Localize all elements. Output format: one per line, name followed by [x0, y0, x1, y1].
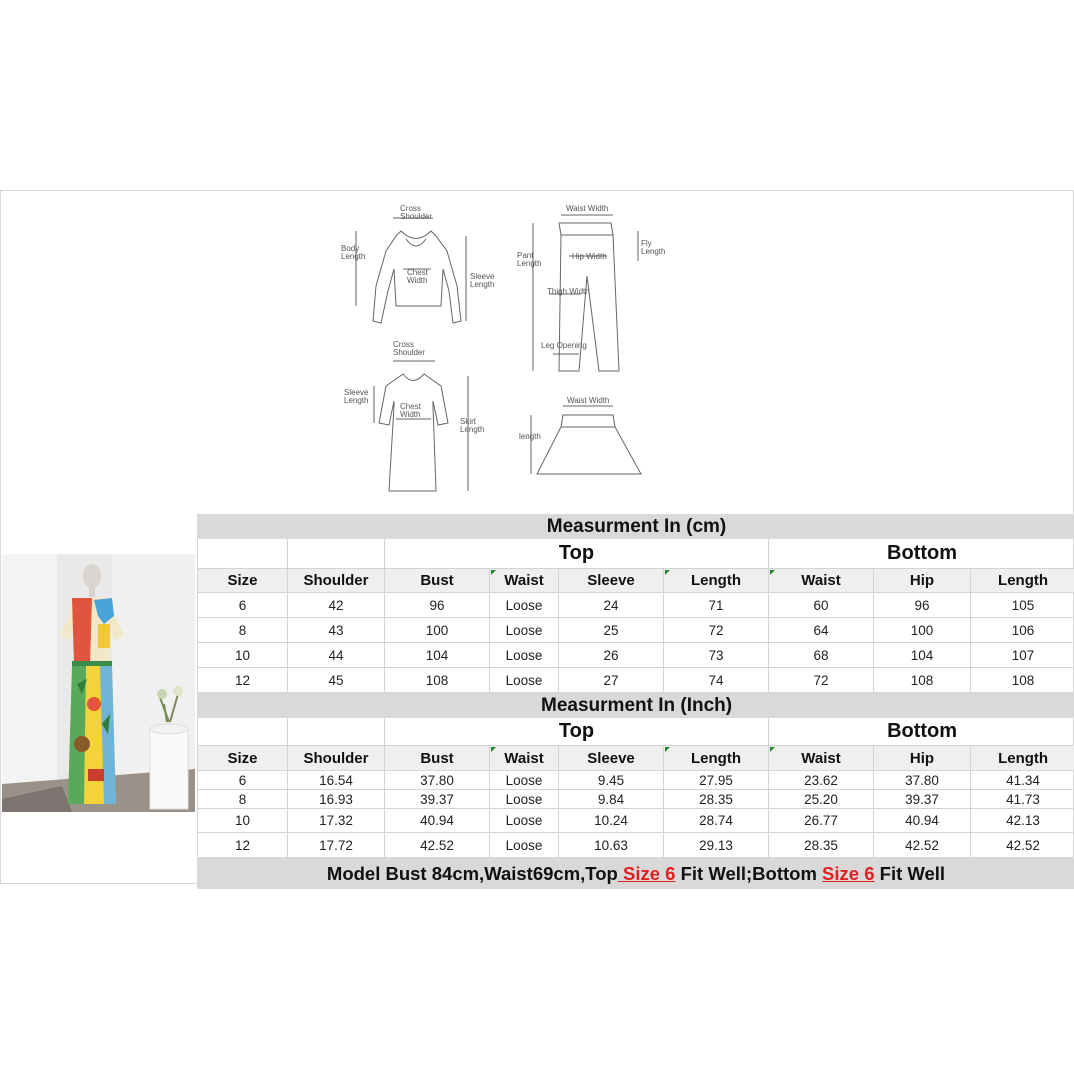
- table-cell: 100: [385, 618, 490, 643]
- inch-header-8: Length: [971, 746, 1074, 771]
- label-cross-shoulder-2b: Shoulder: [393, 348, 426, 357]
- label-pant-length: Pant: [517, 251, 534, 260]
- table-cell: Loose: [490, 593, 559, 618]
- label-length: length: [519, 432, 541, 441]
- inch-header-7: Hip: [874, 746, 971, 771]
- table-cell: 40.94: [385, 809, 490, 833]
- label-sleeve-length-1: Sleeve: [470, 272, 495, 281]
- table-cell: 10.63: [559, 833, 664, 858]
- cm-body: [198, 593, 1074, 693]
- cm-header-0: Size: [198, 569, 288, 593]
- label-skirt-length: Skirt: [460, 417, 476, 426]
- fit-note-part3: Fit Well: [874, 863, 946, 884]
- measurement-diagrams: [1, 191, 1073, 513]
- inch-group-top: Top: [385, 718, 769, 746]
- cm-header-7: Hip: [874, 569, 971, 593]
- garment-sketches: [1, 191, 1073, 513]
- cm-header-row: [198, 569, 1074, 593]
- cm-header-6: Waist: [769, 569, 874, 593]
- label-chest-width-1b: Width: [407, 276, 428, 285]
- table-cell: 29.13: [664, 833, 769, 858]
- label-pant-length-b: Length: [517, 259, 542, 268]
- inch-header-5: Length: [664, 746, 769, 771]
- table-cell: 10: [198, 809, 288, 833]
- cm-header-1: Shoulder: [288, 569, 385, 593]
- table-cell: 10.24: [559, 809, 664, 833]
- table-cell: 17.32: [288, 809, 385, 833]
- table-cell: Loose: [490, 833, 559, 858]
- label-fly-length: Fly: [641, 239, 652, 248]
- label-chest-width-2b: Width: [400, 410, 421, 419]
- skirt-sketch: [531, 406, 641, 474]
- label-waist-width-2: Waist Width: [567, 396, 610, 405]
- table-cell: 37.80: [385, 771, 490, 790]
- table-cell: 39.37: [385, 790, 490, 809]
- cm-table: [197, 514, 1074, 693]
- table-cell: 16.93: [288, 790, 385, 809]
- table-cell: 9.45: [559, 771, 664, 790]
- size-tables: [197, 514, 1074, 889]
- label-hip-width: Hip Width: [572, 252, 607, 261]
- table-cell: 9.84: [559, 790, 664, 809]
- table-cell: 108: [971, 668, 1074, 693]
- table-cell: 27.95: [664, 771, 769, 790]
- cm-group-bottom: Bottom: [769, 539, 1074, 569]
- table-cell: 72: [664, 618, 769, 643]
- table-row: [198, 618, 1074, 643]
- inch-body: [198, 771, 1074, 858]
- fit-note-part1: Model Bust 84cm,Waist69cm,Top: [326, 863, 618, 884]
- table-cell: 40.94: [874, 809, 971, 833]
- table-cell: 27: [559, 668, 664, 693]
- table-cell: 24: [559, 593, 664, 618]
- label-body-length: Body: [341, 244, 360, 253]
- label-chest-width-2: Chest: [400, 402, 421, 411]
- table-cell: 73: [664, 643, 769, 668]
- table-cell: 10: [198, 643, 288, 668]
- table-cell: 28.35: [769, 833, 874, 858]
- label-cross-shoulder-1: Cross: [400, 204, 421, 213]
- label-sleeve-length-2: Sleeve: [344, 388, 369, 397]
- inch-group-bottom: Bottom: [769, 718, 1074, 746]
- cm-header-3: Waist: [490, 569, 559, 593]
- table-cell: 8: [198, 790, 288, 809]
- inch-title: Measurment In (Inch): [198, 694, 1074, 718]
- table-cell: 42.52: [874, 833, 971, 858]
- table-cell: 71: [664, 593, 769, 618]
- table-cell: 43: [288, 618, 385, 643]
- cm-header-2: Bust: [385, 569, 490, 593]
- table-cell: 26.77: [769, 809, 874, 833]
- table-cell: 25.20: [769, 790, 874, 809]
- table-cell: 25: [559, 618, 664, 643]
- table-cell: Loose: [490, 771, 559, 790]
- cm-header-5: Length: [664, 569, 769, 593]
- inch-header-2: Bust: [385, 746, 490, 771]
- table-cell: 28.35: [664, 790, 769, 809]
- label-sleeve-length-2b: Length: [344, 396, 369, 405]
- table-cell: 23.62: [769, 771, 874, 790]
- table-cell: 96: [874, 593, 971, 618]
- table-cell: 96: [385, 593, 490, 618]
- label-body-length-b: Length: [341, 252, 366, 261]
- dress-sketch: [374, 361, 468, 491]
- table-cell: 74: [664, 668, 769, 693]
- table-cell: 45: [288, 668, 385, 693]
- label-sleeve-length-1b: Length: [470, 280, 495, 289]
- model-fit-note: [197, 858, 1074, 889]
- label-skirt-length-b: Length: [460, 425, 485, 434]
- cm-header-8: Length: [971, 569, 1074, 593]
- table-row: [198, 833, 1074, 858]
- table-cell: 108: [874, 668, 971, 693]
- inch-header-6: Waist: [769, 746, 874, 771]
- table-cell: 106: [971, 618, 1074, 643]
- table-cell: Loose: [490, 643, 559, 668]
- inch-header-row: [198, 746, 1074, 771]
- table-cell: 60: [769, 593, 874, 618]
- table-row: [198, 643, 1074, 668]
- model-photo: [2, 554, 195, 812]
- table-cell: 12: [198, 833, 288, 858]
- table-cell: 6: [198, 771, 288, 790]
- inch-header-0: Size: [198, 746, 288, 771]
- table-cell: 44: [288, 643, 385, 668]
- label-cross-shoulder-2: Cross: [393, 340, 414, 349]
- table-cell: Loose: [490, 668, 559, 693]
- size-chart-sheet: [0, 190, 1074, 884]
- label-fly-length-b: Length: [641, 247, 666, 256]
- table-cell: 12: [198, 668, 288, 693]
- table-cell: 26: [559, 643, 664, 668]
- label-waist-width-1: Waist Width: [566, 204, 609, 213]
- table-cell: 42.52: [971, 833, 1074, 858]
- fit-note-part2: Fit Well;Bottom: [675, 863, 823, 884]
- table-row: [198, 809, 1074, 833]
- inch-header-3: Waist: [490, 746, 559, 771]
- table-cell: 107: [971, 643, 1074, 668]
- table-cell: 100: [874, 618, 971, 643]
- table-cell: 105: [971, 593, 1074, 618]
- table-cell: 41.73: [971, 790, 1074, 809]
- table-cell: 104: [874, 643, 971, 668]
- table-cell: Loose: [490, 809, 559, 833]
- cm-header-4: Sleeve: [559, 569, 664, 593]
- table-row: [198, 771, 1074, 790]
- table-cell: 6: [198, 593, 288, 618]
- inch-table: [197, 693, 1074, 858]
- table-cell: 37.80: [874, 771, 971, 790]
- label-leg-opening: Leg Opening: [541, 341, 587, 350]
- table-cell: 108: [385, 668, 490, 693]
- cm-group-top: Top: [385, 539, 769, 569]
- fit-note-size-bottom: Size 6: [822, 863, 875, 884]
- table-cell: 41.34: [971, 771, 1074, 790]
- table-row: [198, 790, 1074, 809]
- table-cell: 42.52: [385, 833, 490, 858]
- table-row: [198, 668, 1074, 693]
- table-cell: Loose: [490, 618, 559, 643]
- label-thigh-width: Thigh Width: [547, 287, 590, 296]
- table-cell: 72: [769, 668, 874, 693]
- table-row: [198, 593, 1074, 618]
- table-cell: 42.13: [971, 809, 1074, 833]
- cm-title: Measurment In (cm): [198, 515, 1074, 539]
- table-cell: 104: [385, 643, 490, 668]
- table-cell: 64: [769, 618, 874, 643]
- table-cell: 28.74: [664, 809, 769, 833]
- table-cell: Loose: [490, 790, 559, 809]
- table-cell: 17.72: [288, 833, 385, 858]
- table-cell: 42: [288, 593, 385, 618]
- inch-header-4: Sleeve: [559, 746, 664, 771]
- table-cell: 16.54: [288, 771, 385, 790]
- table-cell: 39.37: [874, 790, 971, 809]
- inch-header-1: Shoulder: [288, 746, 385, 771]
- table-cell: 68: [769, 643, 874, 668]
- label-chest-width-1: Chest: [407, 268, 428, 277]
- table-cell: 8: [198, 618, 288, 643]
- fit-note-size-top: Size 6: [617, 863, 676, 884]
- label-cross-shoulder-1b: Shoulder: [400, 212, 433, 221]
